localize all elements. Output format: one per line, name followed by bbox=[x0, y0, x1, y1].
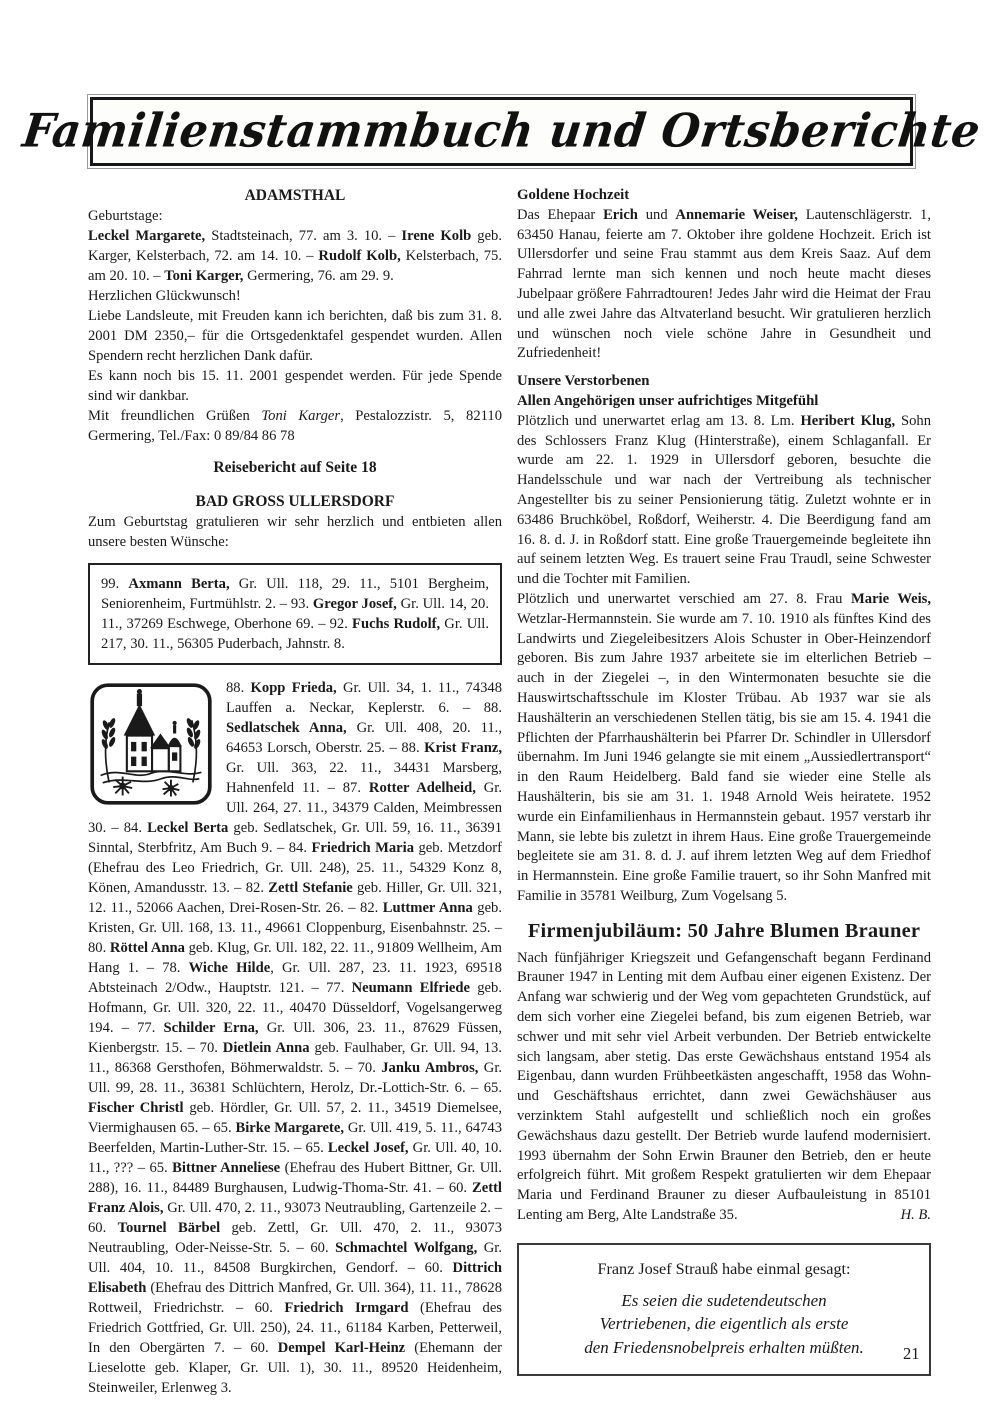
page-title: Familienstammbuch und Ortsberichte bbox=[19, 104, 984, 159]
paragraph-gruss: Mit freundlichen Grüßen Toni Karger, Pestalozzistr. 5, 82110 Germering, Tel./Fax: 0 89/84 86 78 bbox=[88, 408, 502, 444]
paragraph-birthdays-adamsthal: Leckel Margarete, Stadtsteinach, 77. am 3. 10. – Irene Kolb geb. Karger, Kelsterbach, 72. am 14. 10. – Rudolf Kolb, Kelsterbach, 75. am 20. 10. – Toni Karger, Germering, 76. am 29. 9. bbox=[88, 228, 502, 284]
paragraph-heribert-klug: Plötzlich und unerwartet erlag am 13. 8. Lm. Heribert Klug, Sohn des Schlossers Franz Klug (Hinterstraße), einem Schlaganfall. Er wurde am 22. 1. 1929 in Ullersdorf geboren, besuchte die Handelsschule und war nach der Vertreibung als technischer Angestellter bis zu seiner Pensionierung tätig. Zuletzt wohnte er in 63486 Bruchköbel, Roßdorf, Weiherstr. 4. Die Beerdigung fand am 16. 8. d. J. in Roßdorf statt. Eine große Trauergemeinde begleitete ihn auf seinem letzten Weg. Es trauert seine Frau Traudl, seine Schwester und die Tochter mit Familien. bbox=[517, 412, 931, 588]
page-number: 21 bbox=[903, 1344, 920, 1363]
section-heading-adamsthal: ADAMSTHAL bbox=[244, 187, 346, 204]
subheading-mitgefuehl: Allen Angehörigen unser aufrichtiges Mitgefühl bbox=[517, 392, 819, 409]
paragraph-goldene-hochzeit: Das Ehepaar Erich und Annemarie Weiser, Lautenschlägerstr. 1, 63450 Hanau, feierte am 7. Oktober ihre goldene Hochzeit. Erich ist Ullersdorfer und seine Frau stammt aus dem Kreis Saaz. Auf dem Fahrrad lernte man sich kennen und noch heute macht dieses Jubelpaar größere Fahrradtouren! Jedes Jahr wird die Heimat der Frau und alle zwei Jahre das Altvaterland besucht. Wir gratulieren herzlich und wünschen noch viele schöne Jahre in Gesundheit und Zufriedenheit! bbox=[517, 206, 931, 362]
paragraph-jubilare: 99. Axmann Berta, Gr. Ull. 118, 29. 11., 5101 Bergheim, Seniorenheim, Furtmühlstr. 2. – 93. Gregor Josef, Gr. Ull. 14, 20. 11., 37269 Eschwege, Oberhone 69. – 92. Fuchs Rudolf, Gr. Ull. 217, 30. 11., 56305 Puderbach, Jahnstr. 8. bbox=[101, 576, 489, 652]
section-heading-verstorbene: Unsere Verstorbenen bbox=[517, 373, 650, 390]
section-heading-goldene-hochzeit: Goldene Hochzeit bbox=[517, 187, 630, 203]
reisebericht-note: Reisebericht auf Seite 18 bbox=[213, 459, 377, 476]
paragraph-geburtstagsliste bbox=[88, 678, 502, 1398]
quote-intro: Franz Josef Strauß habe einmal gesagt: bbox=[597, 1259, 851, 1278]
quote-line-2: Vertriebenen, die eigentlich als erste bbox=[599, 1314, 849, 1334]
geburtstage-label: Geburtstage: bbox=[88, 208, 163, 224]
quote-line-3: den Friedensnobelpreis erhalten müßten. bbox=[584, 1337, 864, 1357]
paragraph-ullersdorf-intro: Zum Geburtstag gratulieren wir sehr herzlich und entbieten allen unsere besten Wünsche: bbox=[88, 514, 502, 550]
right-column bbox=[517, 186, 931, 1376]
quote-line-1: Es seien die sudetendeutschen bbox=[621, 1290, 827, 1310]
quote-box bbox=[517, 1243, 931, 1377]
section-heading-bad-gross-ullersdorf: BAD GROSS ULLERSDORF bbox=[195, 493, 395, 510]
paragraph-spenden: Liebe Landsleute, mit Freuden kann ich berichten, daß bis zum 31. 8. 2001 DM 2350,– für die Ortsgedenktafel gespendet wurden. Allen Spendern recht herzlichen Dank dafür. bbox=[88, 308, 502, 364]
masthead bbox=[19, 97, 984, 166]
left-column bbox=[88, 186, 502, 1398]
church-woodcut-image bbox=[88, 681, 214, 807]
paragraph-firmenjubilaeum: Nach fünfjähriger Kriegszeit und Gefangenschaft begann Ferdinand Brauner 1947 in Lenting mit dem Aufbau einer eigenen Existenz. Der Anfang war schwierig und der Weg vom gepachteten Grundstück, auf dem sich vorher eine Ziegelei befand, bis zum eigenen Betrieb, war schwer und mit sehr viel Arbeit verbunden. Der Betrieb entwickelte sich langsam, aber stetig. Das erste Gewächshaus entstand 1954 als Eigenbau, dann wurden Frühbeetkästen angeschafft, 1958 das Wohn- und Geschäftshaus errichtet, dann zwei Gewächshäuser aus verzinktem Stahl aufgestellt und schließlich noch ein großes Gewächshaus dazu gestellt. Der Betrieb wurde laufend modernisiert. 1993 übernahm der Sohn Erwin Brauner den Betrieb, den er heute erfolgreich führt. Mit großem Respekt gratulierten wir dem Ehepaar Maria und Ferdinand Brauner zu dieser Aufbauleistung in 85101 Lenting am Berg, Alte Landstraße 35. H. B. bbox=[517, 949, 931, 1224]
glueckwunsch-line: Herzlichen Glückwunsch! bbox=[88, 288, 241, 304]
paragraph-spendenfrist: Es kann noch bis 15. 11. 2001 gespendet werden. Für jede Spende sind wir dankbar. bbox=[88, 368, 502, 404]
geburtstagsliste-text: 88. Kopp Frieda, Gr. Ull. 34, 1. 11., 74348 Lauffen a. Neckar, Keplerstr. 6. – 88. Sedlatschek Anna, Gr. Ull. 408, 20. 11., 64653 Lorsch, Oberstr. 25. – 88. Krist Franz, Gr. Ull. 363, 22. 11., 34431 Marsberg, Hahnenfeld 11. – 87. Rotter Adelheid, Gr. Ull. 264, 27. 11., 34379 Calden, Meimbressen 30. – 84. Leckel Berta geb. Sedlatschek, Gr. Ull. 59, 16. 11., 36391 Sinntal, Sterbfritz, Am Buch 9. – 84. Friedrich Maria geb. Metzdorf (Ehefrau des Leo Friedrich, Gr. Ull. 248), 25. 11., 54329 Konz 8, Könen, Amandusstr. 13. – 82. Zettl Stefanie geb. Hiller, Gr. Ull. 321, 12. 11., 52066 Aachen, Drei-Rosen-Str. 26. – 82. Luttmer Anna geb. Kristen, Gr. Ull. 168, 13. 11., 49661 Cloppenburg, Eisenbahnstr. 25. – 80. Röttel Anna geb. Klug, Gr. Ull. 182, 22. 11., 91809 Wellheim, Am Hang 1. – 78. Wiche Hilde, Gr. Ull. 287, 23. 11. 1923, 69518 Abtsteinach 2/Odw., Hauptstr. 121. – 77. Neumann Elfriede geb. Hofmann, Gr. Ull. 320, 22. 11., 40470 Düsseldorf, Vogelsangerweg 194. – 77. Schilder Erna, Gr. Ull. 306, 23. 11., 87629 Füssen, Kienbergstr. 15. – 70. Dietlein Anna geb. Faulhaber, Gr. Ull. 94, 13. 11., 86368 Gersthofen, Böhmerwaldstr. 5. – 70. Janku Ambros, Gr. Ull. 99, 28. 11., 36381 Schlüchtern, Herolz, Dr.-Lottich-Str. 6. – 65. Fischer Christl geb. Hördler, Gr. Ull. 57, 2. 11., 34519 Diemelsee, Viermighausen 65. – 65. Birke Margarete, Gr. Ull. 419, 5. 11., 64743 Beerfelden, Martin-Luther-Str. 15. – 65. Leckel Josef, Gr. Ull. 40, 10. 11., ??? – 65. Bittner Anneliese (Ehefrau des Hubert Bittner, Gr. Ull. 288), 16. 11., 84489 Burghausen, Ludwig-Thoma-Str. 41. – 60. Zettl Franz Alois, Gr. Ull. 470, 2. 11., 93073 Neutraubling, Gartenzeile 2. – 60. Tournel Bärbel geb. Zettl, Gr. Ull. 470, 2. 11., 93073 Neutraubling, Oder-Neisse-Str. 5. – 60. Schmachtel Wolfgang, Gr. Ull. 404, 10. 11., 84508 Burgkirchen, Gendorf. – 60. Dittrich Elisabeth (Ehefrau des Dittrich Manfred, Gr. Ull. 364), 11. 11., 78628 Rottweil, Friedrichstr. – 60. Friedrich Irmgard (Ehefrau des Friedrich Gottfried, Gr. Ull. 250), 24. 11., 61184 Karben, Petterweil, In den Obergärten 7. – 60. Dempel Karl-Heinz (Ehemann der Lieselotte geb. Klaper, Gr. Ull. 1), 30. 11., 89520 Heidenheim, Steinweiler, Erlenweg 3. bbox=[88, 680, 503, 1396]
jubilare-box bbox=[88, 563, 502, 665]
section-heading-firmenjubilaeum: Firmenjubiläum: 50 Jahre Blumen Brauner bbox=[527, 919, 921, 942]
paragraph-marie-weis: Plötzlich und unerwartet verschied am 27. 8. Frau Marie Weis, Wetzlar-Hermannstein. Sie wurde am 7. 10. 1910 als fünftes Kind des Landwirts und Ziegeleibesitzers Alois Schuster in Ober-Heinzendorf geboren. Bis zum Jahre 1937 arbeitete sie im elterlichen Betrieb – auch in der Ziegelei –, in den Wintermonaten besuchte sie die Hauswirtschaftsschule im Kloster Trübau. Ab 1937 war sie als Haushälterin an verschiedenen Stellen tätig, bis sie am 15. 4. 1941 die Pflichten der Pfarrhaushälterin bei Pfarrer Dr. Schindler in Ullersdorf übernahm. Im Juni 1946 gelangte sie mit einem „Aussiedlertransport“ in den Raum Heidelberg. Bald fand sie wieder eine Stelle als Haushälterin, bis sie am 31. 1. 1948 Arnold Weis heiratete. 1952 wurde ein Einfamilienhaus in Hermannstein gebaut. 1957 verstarb ihr Mann, sie lebte bis zuletzt in ihrem Haus. Eine große Trauergemeinde begleitete sie am 31. 8. d. J. auf ihrem letzten Weg auf dem Friedhof in Hermannstein. Eine große Familie trauert, so ihr Sohn Manfred mit Familie in 35781 Weilburg, Zum Vogelsang 5. bbox=[517, 590, 931, 904]
